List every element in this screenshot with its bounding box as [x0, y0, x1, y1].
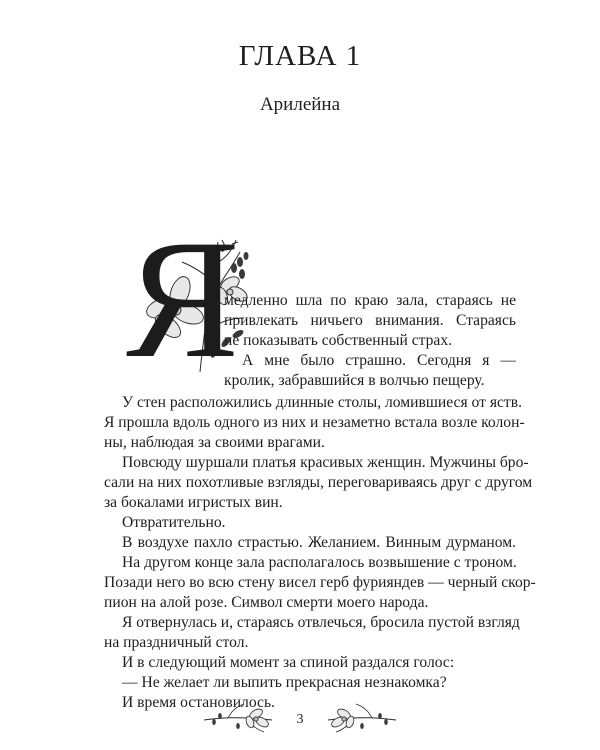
page-number: 3 — [296, 712, 304, 727]
text-line: В воздухе пахло страстью. Желанием. Винным дурманом. — [122, 534, 516, 551]
text-line: На другом конце зала располагалось возвышение с троном. — [122, 554, 517, 571]
text-line: не показывать собственный страх. — [224, 332, 453, 349]
chapter-subtitle: Арилейна — [259, 94, 341, 115]
text-line: медленно шла по краю зала, стараясь не — [224, 292, 516, 309]
dropcap-letter: Я — [126, 205, 240, 393]
footer-floral-ornament-right — [322, 700, 402, 740]
text-line: на праздничный стол. — [104, 634, 249, 651]
text-line: Позади него во всю стену висел герб фурияндев — черный скор- — [104, 574, 536, 591]
footer-floral-ornament-left — [198, 700, 278, 740]
text-line: сали на них похотливые взгляды, переговариваясь друг с другом — [104, 474, 533, 491]
text-line: У стен расположились длинные столы, ломившиеся от яств. — [122, 394, 522, 411]
text-line: Отвратительно. — [122, 514, 226, 531]
text-line: привлекать ничьего внимания. Стараясь — [224, 312, 516, 329]
text-line: И время остановилось. — [122, 694, 275, 711]
chapter-title: ГЛАВА 1 — [238, 40, 362, 72]
text-line: пион на алой розе. Символ смерти моего народа. — [104, 594, 429, 611]
text-line: кролик, забравшийся в волчью пещеру. — [224, 372, 485, 389]
text-line: Повсюду шуршали платья красивых женщин. Мужчины бро- — [122, 454, 529, 471]
text-line: И в следующий момент за спиной раздался голос: — [122, 654, 455, 671]
text-line: — Не желает ли выпить прекрасная незнакомка? — [122, 674, 447, 691]
text-line: за бокалами игристых вин. — [104, 494, 283, 511]
text-line: Я отвернулась и, стараясь отвлечься, бросила пустой взгляд — [122, 614, 520, 631]
text-line: ны, наблюдая за своими врагами. — [104, 434, 325, 451]
text-line: Я прошла вдоль одного из них и незаметно встала возле колон- — [104, 414, 525, 431]
text-line: А мне было страшно. Сегодня я — — [242, 352, 516, 369]
